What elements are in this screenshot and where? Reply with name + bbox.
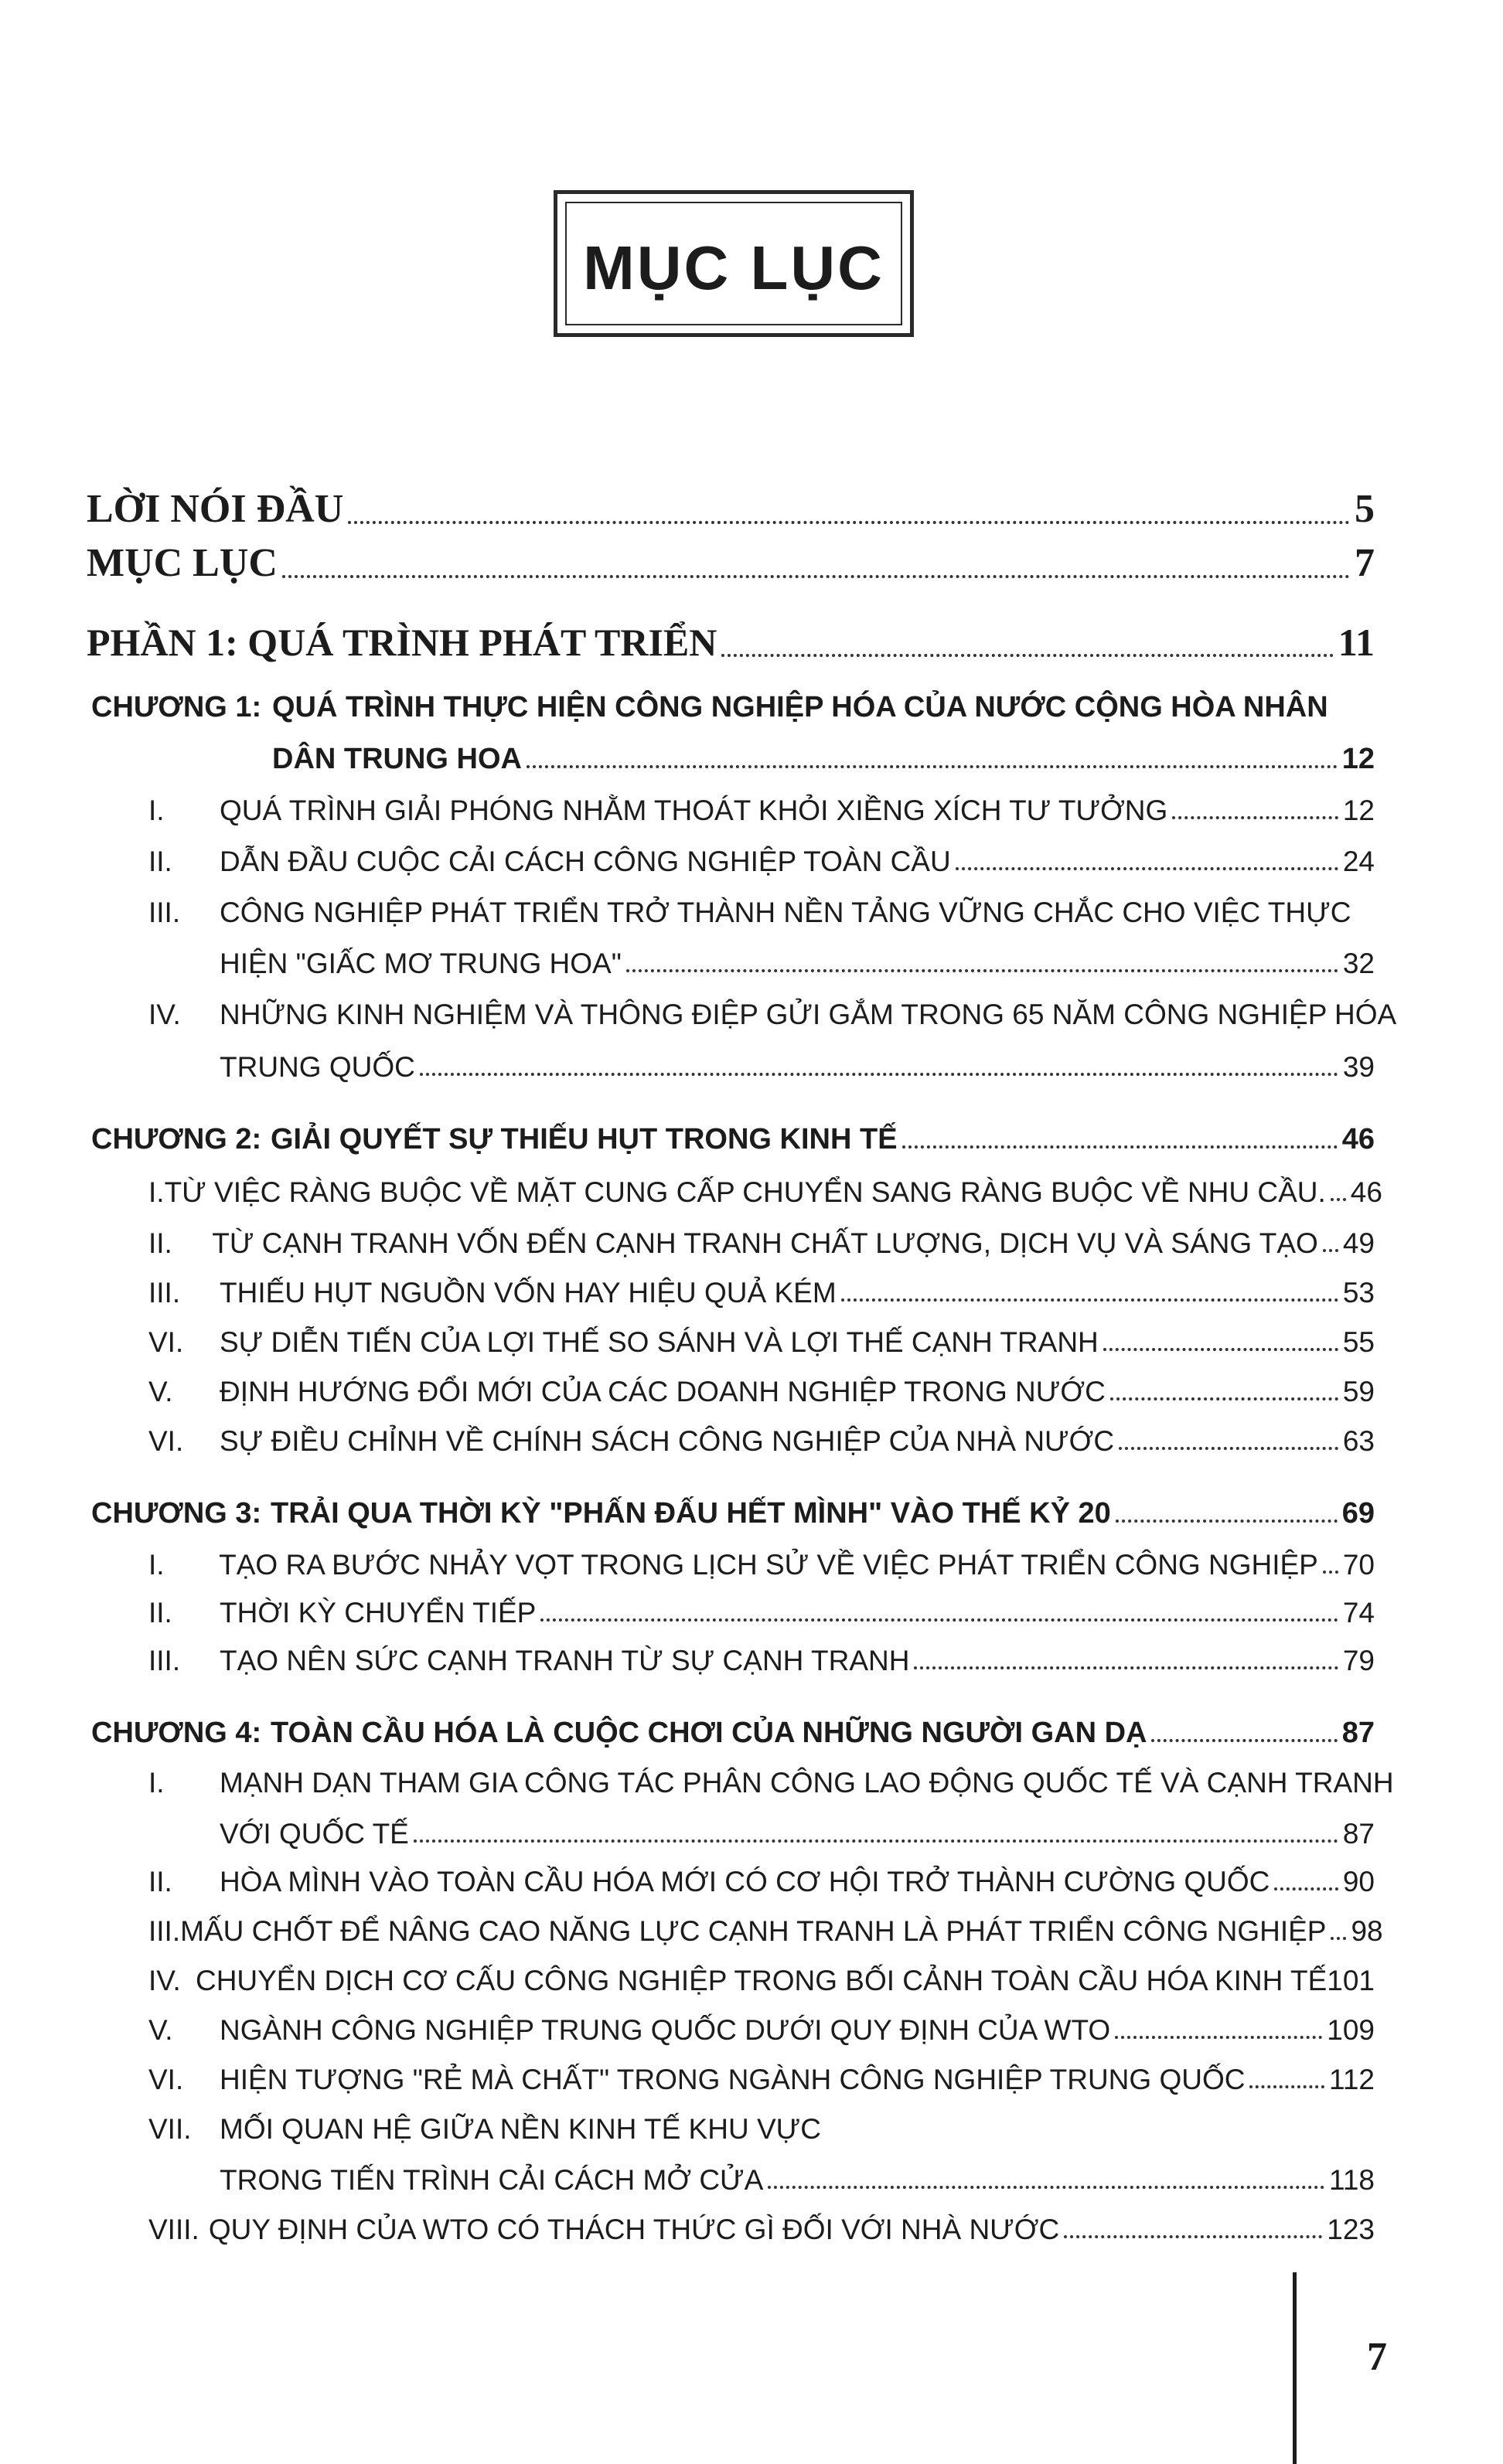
- section-label: TỪ CẠNH TRANH VỐN ĐẾN CẠNH TRANH CHẤT LƯỢNG, DỊCH VỤ VÀ SÁNG TẠO: [212, 1227, 1318, 1259]
- toc-chapter-1-continuation[interactable]: [272, 734, 1375, 776]
- chapter-title: GIẢI QUYẾT SỰ THIẾU HỤT TRONG KINH TẾ: [271, 1123, 898, 1155]
- toc-section[interactable]: [148, 836, 1375, 878]
- section-label: CÔNG NGHIỆP PHÁT TRIỂN TRỞ THÀNH NỀN TẢNG VỮNG CHẮC CHO VIỆC THỰC: [220, 897, 1351, 928]
- leader-dots: [527, 765, 1338, 768]
- section-label: QUY ĐỊNH CỦA WTO CÓ THÁCH THỨC GÌ ĐỐI VỚI NHÀ NƯỚC: [208, 2214, 1060, 2245]
- toc-page-number: 87: [1341, 1717, 1375, 1749]
- toc-section[interactable]: [148, 2113, 821, 2146]
- toc-page-number: 98: [1351, 1915, 1383, 1947]
- leader-dots: [956, 867, 1338, 870]
- leader-dots: [1151, 1739, 1337, 1742]
- section-number: II.: [148, 1866, 172, 1897]
- section-number: IV.: [148, 1965, 181, 1996]
- chapter-title: QUÁ TRÌNH THỰC HIỆN CÔNG NGHIỆP HÓA CỦA NƯỚC CỘNG HÒA NHÂN: [272, 691, 1328, 723]
- section-number: IV.: [148, 999, 181, 1030]
- title-box: [554, 190, 914, 337]
- section-number: I.: [148, 1767, 165, 1799]
- section-label: MẠNH DẠN THAM GIA CÔNG TÁC PHÂN CÔNG LAO ĐỘNG QUỐC TẾ VÀ CẠNH TRANH: [220, 1767, 1394, 1799]
- section-number: VI.: [148, 1326, 184, 1358]
- leader-dots: [902, 1145, 1338, 1149]
- toc-section-continuation[interactable]: [220, 2155, 1375, 2197]
- leader-dots: [1064, 2235, 1322, 2238]
- section-number: I.: [148, 1549, 165, 1581]
- toc-page-number: 74: [1342, 1597, 1375, 1628]
- toc-section[interactable]: [148, 1767, 1394, 1799]
- toc-section[interactable]: [148, 2005, 1375, 2047]
- leader-dots: [841, 1298, 1338, 1302]
- section-label: CHUYỂN DỊCH CƠ CẤU CÔNG NGHIỆP TRONG BỐI CẢNH TOÀN CẦU HÓA KINH TẾ: [195, 1965, 1327, 1996]
- toc-section[interactable]: [148, 999, 1396, 1031]
- section-label: TẠO NÊN SỨC CẠNH TRANH TỪ SỰ CẠNH TRANH: [220, 1645, 910, 1676]
- toc-section[interactable]: [148, 2054, 1375, 2096]
- leader-dots: [1110, 1397, 1338, 1400]
- leader-dots: [1274, 1887, 1338, 1891]
- leader-dots: [348, 521, 1350, 524]
- chapter-tag: CHƯƠNG 1:: [91, 691, 262, 723]
- toc-entry-label: LỜI NÓI ĐẦU: [87, 487, 344, 531]
- toc-entry-muc-luc[interactable]: [87, 532, 1375, 586]
- toc-section[interactable]: [148, 1218, 1375, 1260]
- section-label-continuation: HIỆN "GIẤC MƠ TRUNG HOA": [220, 948, 622, 979]
- leader-dots: [1103, 1348, 1338, 1351]
- section-label: THỜI KỲ CHUYỂN TIẾP: [220, 1597, 537, 1628]
- toc-section[interactable]: [148, 1366, 1375, 1408]
- section-number: II.: [148, 1597, 172, 1628]
- toc-section[interactable]: [148, 1540, 1375, 1581]
- section-label: MỐI QUAN HỆ GIỮA NỀN KINH TẾ KHU VỰC: [220, 2113, 821, 2145]
- toc-page-number: 70: [1342, 1549, 1375, 1581]
- toc-page-number: 39: [1342, 1051, 1375, 1083]
- section-label: THIẾU HỤT NGUỒN VỐN HAY HIỆU QUẢ KÉM: [220, 1277, 837, 1309]
- toc-page-number: 12: [1342, 795, 1375, 826]
- leader-dots: [1116, 1520, 1338, 1523]
- toc-page-number: 118: [1329, 2164, 1375, 2196]
- toc-page-number: 59: [1342, 1376, 1375, 1407]
- toc-entry-loi-noi-dau[interactable]: [87, 478, 1375, 532]
- section-label: DẪN ĐẦU CUỘC CẢI CÁCH CÔNG NGHIỆP TOÀN CẦU: [220, 846, 951, 877]
- section-label: HIỆN TƯỢNG "RẺ MÀ CHẤT" TRONG NGÀNH CÔNG NGHIỆP TRUNG QUỐC: [220, 2064, 1246, 2095]
- section-number: II.: [148, 1227, 172, 1259]
- toc-page-number: 79: [1342, 1645, 1375, 1676]
- leader-dots: [414, 1839, 1338, 1843]
- section-number: III.: [148, 1645, 181, 1676]
- toc-page-number: 123: [1327, 2214, 1375, 2245]
- toc-section[interactable]: [148, 1588, 1375, 1629]
- leader-dots: [1331, 1937, 1346, 1940]
- toc-section[interactable]: [148, 1857, 1375, 1898]
- toc-page-number: 46: [1341, 1123, 1375, 1155]
- section-number: II.: [148, 846, 172, 877]
- toc-entry-label: PHẦN 1: QUÁ TRÌNH PHÁT TRIỂN: [87, 621, 717, 664]
- section-number: VI.: [148, 1425, 184, 1457]
- chapter-tag: CHƯƠNG 4:: [91, 1717, 262, 1749]
- leader-dots: [1249, 2085, 1324, 2088]
- toc-section[interactable]: [148, 2204, 1375, 2246]
- toc-entry-label: MỤC LỤC: [87, 541, 278, 585]
- toc-section-continuation[interactable]: [220, 1809, 1375, 1850]
- section-label: HÒA MÌNH VÀO TOÀN CẦU HÓA MỚI CÓ CƠ HỘI TRỞ THÀNH CƯỜNG QUỐC: [220, 1866, 1270, 1897]
- toc-chapter-2-heading[interactable]: [91, 1115, 1375, 1156]
- leader-dots: [1323, 1571, 1338, 1574]
- toc-page-number: 101: [1327, 1965, 1375, 1996]
- toc-section-continuation[interactable]: [220, 938, 1375, 980]
- section-label: MẤU CHỐT ĐỂ NÂNG CAO NĂNG LỰC CẠNH TRANH LÀ PHÁT TRIỂN CÔNG NGHIỆP: [180, 1915, 1327, 1947]
- toc-section[interactable]: [148, 1317, 1375, 1359]
- section-number: III.: [148, 897, 181, 928]
- section-label: SỰ ĐIỀU CHỈNH VỀ CHÍNH SÁCH CÔNG NGHIỆP CỦA NHÀ NƯỚC: [220, 1425, 1115, 1457]
- section-number: I.: [148, 795, 165, 826]
- toc-page-number: 112: [1329, 2064, 1375, 2095]
- leader-dots: [1323, 1249, 1338, 1252]
- section-label: SỰ DIỄN TIẾN CỦA LỢI THẾ SO SÁNH VÀ LỢI THẾ CẠNH TRANH: [220, 1326, 1099, 1358]
- section-label-continuation: TRUNG QUỐC: [220, 1051, 415, 1083]
- leader-dots: [1115, 2036, 1322, 2039]
- section-label-continuation: TRONG TIẾN TRÌNH CẢI CÁCH MỞ CỬA: [220, 2164, 764, 2196]
- chapter-tag: CHƯƠNG 3:: [91, 1497, 262, 1530]
- chapter-title: TRẢI QUA THỜI KỲ "PHẤN ĐẤU HẾT MÌNH" VÀO THẾ KỶ 20: [271, 1497, 1111, 1530]
- toc-section[interactable]: [148, 1906, 1383, 1948]
- toc-page-number: 109: [1327, 2014, 1375, 2046]
- toc-section[interactable]: [148, 897, 1351, 929]
- toc-entry-phan-1[interactable]: [87, 611, 1375, 665]
- section-number: V.: [148, 1376, 173, 1407]
- toc-page-number: 12: [1341, 743, 1375, 775]
- toc-section[interactable]: [148, 1167, 1382, 1209]
- chapter-title-continuation: DÂN TRUNG HOA: [272, 743, 522, 775]
- toc-page-number: 11: [1338, 621, 1375, 664]
- toc-chapter-3-heading[interactable]: [91, 1489, 1375, 1530]
- toc-section[interactable]: [148, 1955, 1375, 1997]
- page-title: MỤC LỤC: [583, 233, 884, 302]
- toc-section[interactable]: [148, 1635, 1375, 1677]
- leader-dots: [540, 1618, 1338, 1622]
- toc-page-number: 63: [1342, 1425, 1375, 1457]
- toc-page-number: 69: [1341, 1497, 1375, 1530]
- section-label: ĐỊNH HƯỚNG ĐỔI MỚI CỦA CÁC DOANH NGHIỆP TRONG NƯỚC: [220, 1376, 1106, 1407]
- leader-dots: [768, 2186, 1324, 2189]
- toc-page-number: 24: [1342, 846, 1375, 877]
- chapter-tag: CHƯƠNG 2:: [91, 1123, 262, 1155]
- toc-page-number: 55: [1342, 1326, 1375, 1358]
- leader-dots: [1172, 816, 1338, 819]
- section-number: VIII.: [148, 2214, 199, 2245]
- section-number: VI.: [148, 2064, 184, 2095]
- section-label: NGÀNH CÔNG NGHIỆP TRUNG QUỐC DƯỚI QUY ĐỊNH CỦA WTO: [220, 2014, 1111, 2046]
- toc-page-number: 32: [1342, 948, 1375, 979]
- leader-dots: [626, 969, 1338, 972]
- leader-dots: [1119, 1447, 1338, 1450]
- leader-dots: [282, 575, 1350, 578]
- leader-dots: [1331, 1198, 1346, 1201]
- toc-page-number: 7: [1355, 541, 1375, 585]
- toc-page-number: 46: [1350, 1176, 1382, 1208]
- leader-dots: [914, 1666, 1338, 1669]
- toc-section-continuation[interactable]: [220, 1042, 1375, 1084]
- chapter-title: TOÀN CẦU HÓA LÀ CUỘC CHƠI CỦA NHỮNG NGƯỜI GAN DẠ: [271, 1717, 1147, 1749]
- toc-chapter-1-heading[interactable]: [91, 691, 1328, 724]
- section-label: NHỮNG KINH NGHIỆM VÀ THÔNG ĐIỆP GỬI GẮM TRONG 65 NĂM CÔNG NGHIỆP HÓA: [220, 999, 1397, 1030]
- page-number: 7: [1367, 2335, 1387, 2379]
- section-number: III.: [148, 1277, 181, 1309]
- section-number: V.: [148, 2014, 173, 2046]
- toc-page-number: 87: [1342, 1818, 1375, 1850]
- toc-section[interactable]: [148, 1268, 1375, 1309]
- leader-dots: [420, 1073, 1338, 1076]
- section-label: QUÁ TRÌNH GIẢI PHÓNG NHẰM THOÁT KHỎI XIỀNG XÍCH TƯ TƯỞNG: [220, 795, 1168, 826]
- section-number: I.: [148, 1176, 165, 1208]
- toc-page-number: 53: [1342, 1277, 1375, 1309]
- leader-dots: [721, 654, 1333, 657]
- section-label: TẠO RA BƯỚC NHẢY VỌT TRONG LỊCH SỬ VỀ VIỆC PHÁT TRIỂN CÔNG NGHIỆP: [219, 1549, 1318, 1581]
- toc-section[interactable]: [148, 785, 1375, 827]
- section-label-continuation: VỚI QUỐC TẾ: [220, 1818, 409, 1850]
- toc-section[interactable]: [148, 1416, 1375, 1458]
- footer-rule: [1293, 2272, 1297, 2464]
- toc-page-number: 49: [1342, 1227, 1375, 1259]
- toc-page-number: 5: [1355, 487, 1375, 531]
- toc-chapter-4-heading[interactable]: [91, 1708, 1375, 1750]
- toc-page-number: 90: [1342, 1866, 1375, 1897]
- section-number: VII.: [148, 2113, 192, 2145]
- section-label: TỪ VIỆC RÀNG BUỘC VỀ MẶT CUNG CẤP CHUYỂN SANG RÀNG BUỘC VỀ NHU CẦU.: [164, 1176, 1326, 1208]
- section-number: III.: [148, 1915, 181, 1947]
